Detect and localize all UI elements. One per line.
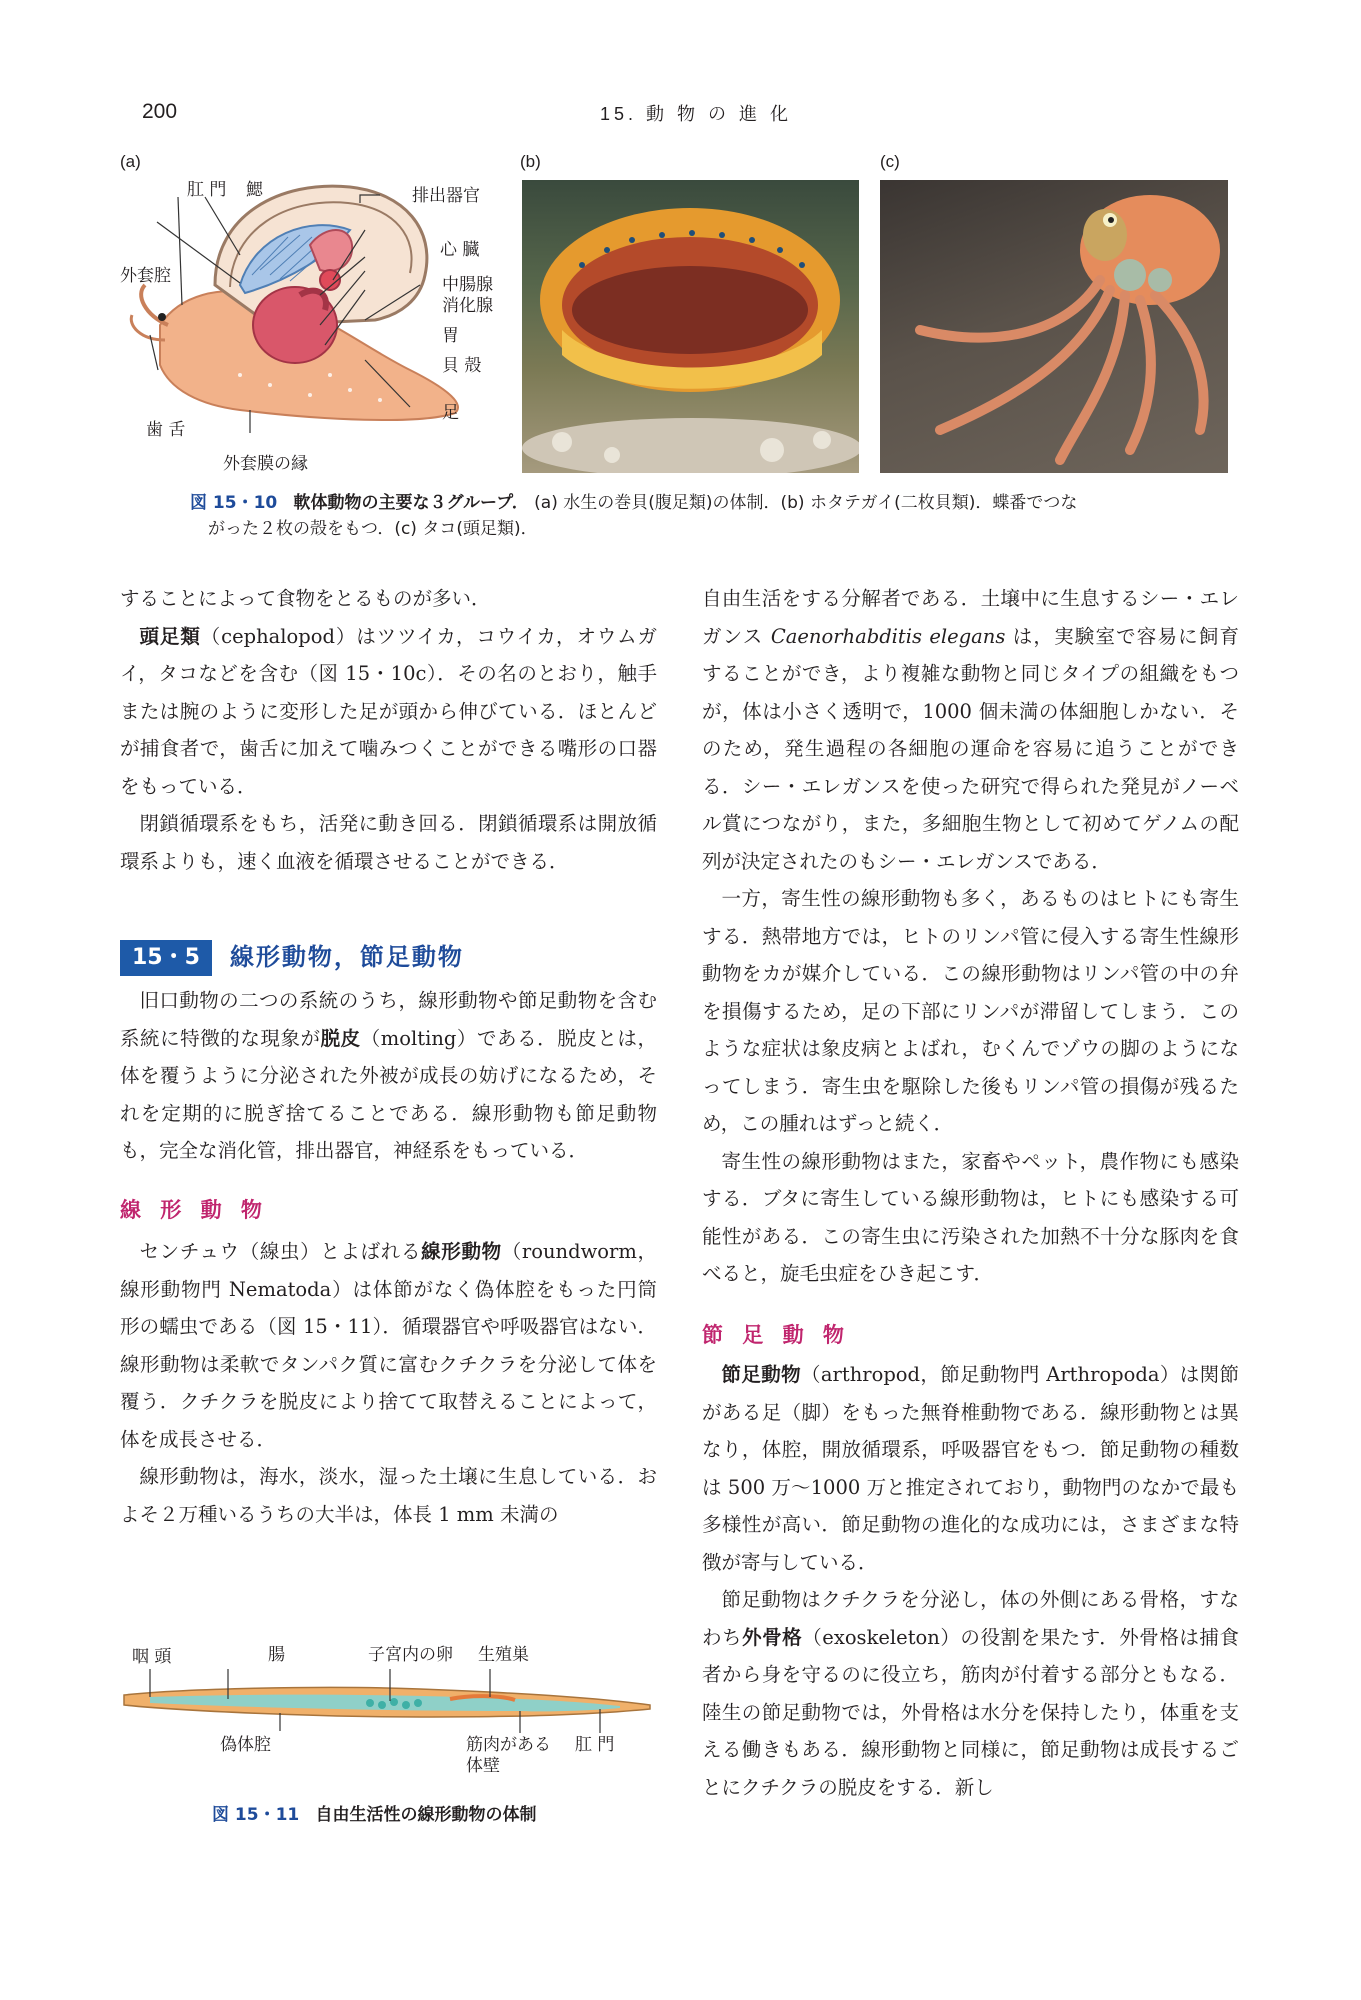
label-anus: 肛 門 <box>575 1735 615 1755</box>
figure-15-10 <box>0 0 1361 560</box>
paragraph-text: 節足動物はクチクラを分泌し，体の外側にある骨格，すなわち <box>702 1588 1239 1649</box>
paragraph-text: （arthropod，節足動物門 Arthropoda）は関節がある足（脚）をもった無脊椎動物である．線形動物とは異なり，体腔，開放循環系，呼吸器官をもつ．節足動物の種数は 500 万～1000 万と推定されており，動物門のなかで最も多様性が高い．節足動物の進化的な成功には，さまざまな特徴が寄与している． <box>702 1363 1239 1574</box>
paragraph-text: 旧口動物の二つの系統のうち，線形動物や節足動物を含む系統に特徴的な現象が <box>120 989 657 1050</box>
paragraph: することによって食物をとるものが多い． <box>120 587 491 610</box>
left-column <box>120 580 657 1533</box>
callout-radula: 歯 舌 <box>146 420 186 440</box>
octopus-shape <box>880 180 1228 473</box>
paragraph: 線形動物は，海水，淡水，湿った土壌に生息している．およそ２万種いるうちの大半は，体長 1 mm 未満の <box>120 1465 657 1526</box>
paragraph-molting <box>120 982 657 1170</box>
label-body-wall: 体壁 <box>466 1756 500 1776</box>
paragraph-c-elegans <box>702 580 1239 880</box>
label-muscle-wall: 筋肉がある <box>466 1735 551 1755</box>
label-pharynx: 咽 頭 <box>132 1647 172 1667</box>
paragraph: 寄生性の線形動物はまた，家畜やペット，農作物にも感染する．ブタに寄生している線形動物は，ヒトにも感染する可能性がある．この寄生虫に汚染された加熱不十分な豚肉を食べると，旋毛虫症をひき起こす． <box>702 1149 1239 1285</box>
label-intestine: 腸 <box>268 1645 285 1665</box>
callout-midgut-gland: 中腸腺 <box>442 275 493 295</box>
term-arthropod: 節足動物 <box>721 1363 802 1386</box>
callout-mantle-edge: 外套膜の縁 <box>223 454 308 474</box>
caption-label: 図 15・10 <box>190 493 278 513</box>
paragraph-text: は，実験室で容易に飼育することができ，より複雑な動物と同じタイプの組織をもつが，体は小さく透明で，1000 個未満の体細胞しかない．そのため，発生過程の各細胞の運命を容易に追うことができる．シー・エレガンスを使った研究で得られた発見がノーベル賞につながり，また，多細胞生物として初めてゲノムの配列が決定されたのもシー・エレガンスである． <box>702 624 1239 873</box>
callout-excretory-organ: 排出器官 <box>412 186 480 206</box>
octopus-photo <box>880 180 1228 473</box>
running-head: 15. 動 物 の 進 化 <box>600 104 793 124</box>
callout-anus: 肛 門 <box>187 180 227 200</box>
scallop-shape <box>522 180 859 473</box>
callout-stomach: 胃 <box>442 326 459 346</box>
label-pseudocoel: 偽体腔 <box>220 1735 271 1755</box>
callout-mantle-cavity: 外套腔 <box>120 266 171 286</box>
panel-label-a: (a) <box>120 152 141 171</box>
paragraph-text: （cephalopod）はツツイカ，コウイカ，オウムガイ，タコなどを含む（図 15・10c）．その名のとおり，触手または腕のように変形した足が頭から伸びている．ほとんどが捕食者で，歯舌に加えて噛みつくことができる嘴形の口器をもっている． <box>120 624 657 798</box>
paragraph: 閉鎖循環系をもち，活発に動き回る．閉鎖循環系は開放循環系よりも，速く血液を循環させることができる． <box>120 812 657 873</box>
caption-label: 図 15・11 <box>212 1805 300 1825</box>
paragraph-text: （roundworm，線形動物門 Nematoda）は体節がなく偽体腔をもった円筒形の蠕虫である（図 15・11）．循環器官や呼吸器官はない．線形動物は柔軟でタンパク質に富むクチクラを分泌して体を覆う．クチクラを脱皮により捨てて取替えることによって，体を成長させる． <box>120 1240 657 1451</box>
paragraph-text: 自由生活をする分解者である．土壌中に生息するシー・エレガンス <box>702 587 1239 648</box>
callout-heart: 心 臓 <box>440 240 480 260</box>
caption-line-2: がった２枚の殻をもつ．(c) タコ(頭足類)． <box>208 519 538 539</box>
figure-15-11-caption <box>212 1802 536 1828</box>
term-exoskeleton: 外骨格 <box>742 1625 803 1649</box>
label-gonad: 生殖巣 <box>478 1645 529 1665</box>
paragraph-arthropod <box>702 1356 1239 1581</box>
caption-title: 軟体動物の主要な３グループ． <box>293 493 529 513</box>
subheading-arthropods: 節 足 動 物 <box>702 1322 850 1347</box>
section-number: 15・5 <box>120 940 212 976</box>
term-roundworm: 線形動物 <box>421 1240 502 1263</box>
subheading-nematodes: 線 形 動 物 <box>120 1197 268 1222</box>
term-cephalopod: 頭足類 <box>139 624 201 648</box>
term-molting: 脱皮 <box>320 1026 361 1050</box>
section-title: 線形動物，節足動物 <box>229 943 464 972</box>
paragraph-cephalopod <box>120 618 657 806</box>
nematode-body-illustration <box>120 1667 660 1737</box>
label-eggs-in-uterus: 子宮内の卵 <box>368 1645 453 1665</box>
section-heading <box>120 940 657 976</box>
paragraph-text: センチュウ（線虫）とよばれる <box>139 1240 422 1263</box>
callout-gill: 鰓 <box>246 180 263 200</box>
paragraph: 一方，寄生性の線形動物も多く，あるものはヒトにも寄生する．熱帯地方では，ヒトのリンパ管に侵入する寄生性線形動物をカが媒介している．この線形動物はリンパ管の中の弁を損傷するため，足の下部にリンパが滞留してしまう．このような症状は象皮病とよばれ，むくんでゾウの脚のようになってしまう．寄生虫を駆除した後もリンパ管の損傷が残るため，この腫れはずっと続く． <box>702 887 1239 1135</box>
page-number: 200 <box>142 100 178 123</box>
paragraph-text: （exoskeleton）の役割を果たす．外骨格は捕食者から身を守るのに役立ち，筋肉が付着する部分ともなる．陸生の節足動物では，外骨格は水分を保持したり，体重を支える働きもある．線形動物と同様に，節足動物は成長するごとにクチクラの脱皮をする．新し <box>702 1625 1239 1799</box>
caption-title: 自由生活性の線形動物の体制 <box>315 1805 537 1825</box>
figure-15-10-caption <box>190 490 1190 542</box>
paragraph-roundworm <box>120 1233 657 1458</box>
callout-foot: 足 <box>442 403 459 423</box>
panel-label-b: (b) <box>520 152 541 171</box>
right-column <box>702 580 1239 1806</box>
scallop-photo <box>522 180 859 473</box>
callout-shell: 貝 殻 <box>442 356 482 376</box>
caption-line-1: (a) 水生の巻貝(腹足類)の体制．(b) ホタテガイ(二枚貝類)．蝶番でつな <box>534 493 1078 513</box>
paragraph-exoskeleton <box>702 1581 1239 1806</box>
callout-digestive-gland: 消化腺 <box>442 296 493 316</box>
paragraph-text: （molting）である．脱皮とは，体を覆うように分泌された外被が成長の妨げになるため，それを定期的に脱ぎ捨てることである．線形動物も節足動物も，完全な消化管，排出器官，神経系をもっている． <box>120 1026 657 1162</box>
panel-label-c: (c) <box>880 152 900 171</box>
species-name: Caenorhabditis elegans <box>770 624 1006 648</box>
figure-15-11 <box>120 1645 660 1845</box>
